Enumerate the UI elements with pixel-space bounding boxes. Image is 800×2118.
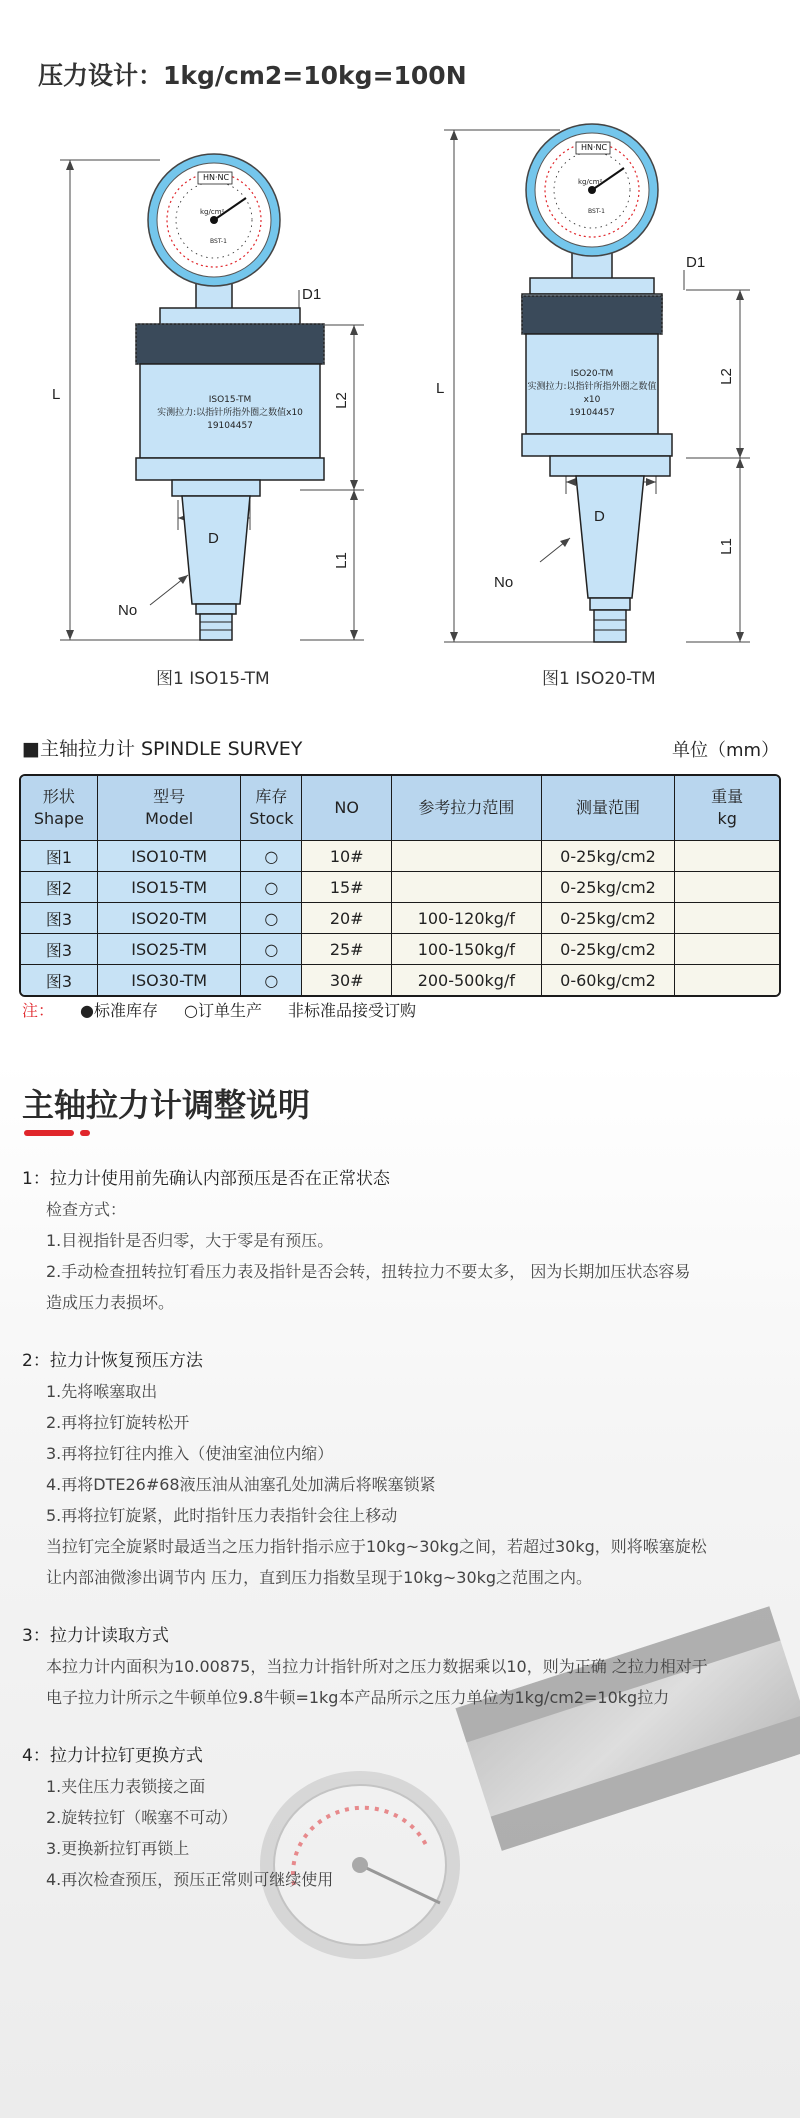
cell-range: 0-25kg/cm2 (542, 903, 676, 934)
section-line: 1.先将喉塞取出 (46, 1382, 158, 1401)
table-row (21, 965, 779, 995)
section-line: 3.更换新拉钉再锁上 (46, 1839, 190, 1858)
gauge-unit-label: kg/cm² (578, 178, 603, 186)
section-line: 电子拉力计所示之牛顿单位9.8牛顿=1kg本产品所示之压力单位为1kg/cm2=10kg拉力 (46, 1688, 670, 1707)
section-heading: 2：拉力计恢复预压方法 (22, 1351, 203, 1371)
cell-shape: 图3 (21, 903, 98, 934)
instruction-section-4 (22, 1741, 782, 1895)
note-nonstandard: 非标准品接受订购 (287, 1001, 416, 1020)
dim-L1: L1 (717, 538, 735, 555)
cell-ref: 200-500kg/f (392, 965, 542, 995)
figure-iso20-body-label (526, 368, 658, 420)
notes-label: 注： (22, 1001, 55, 1020)
note-standard: ●标准库存 (80, 1001, 158, 1020)
table-row (21, 934, 779, 965)
gauge-unit-label: kg/cm² (200, 208, 225, 216)
label-line: 19104457 (207, 421, 253, 431)
section-heading: 1：拉力计使用前先确认内部预压是否在正常状态 (22, 1169, 390, 1189)
cell-stock: ○ (241, 903, 302, 934)
instructions-title: 主轴拉力计调整说明 (22, 1086, 311, 1124)
cell-range: 0-60kg/cm2 (542, 965, 676, 995)
header-weight: 重量 kg (675, 776, 779, 841)
section-line: 本拉力计内面积为10.00875，当拉力计指针所对之压力数据乘以10，则为正确 之拉力相对于 (46, 1657, 708, 1676)
section-line: 3.再将拉钉往内推入（使油室油位内缩） (46, 1444, 334, 1463)
label-line: 实测拉力:以指针所指外圈之数值x10 (527, 382, 657, 405)
cell-model: ISO15-TM (98, 872, 242, 903)
cell-no: 15# (302, 872, 392, 903)
cell-weight (675, 872, 779, 903)
dim-D: D (208, 530, 219, 547)
header-no: NO (302, 776, 392, 841)
table-row (21, 841, 779, 872)
cell-ref (392, 872, 542, 903)
cell-ref (392, 841, 542, 872)
section-line: 让内部油微渗出调节内 压力，直到压力指数呈现于10kg~30kg之范围之内。 (46, 1568, 593, 1587)
survey-title: ■主轴拉力计 SPINDLE SURVEY (22, 738, 303, 760)
cell-weight (675, 934, 779, 965)
section-line: 1.目视指针是否归零，大于零是有预压。 (46, 1231, 334, 1250)
dim-L2: L2 (332, 392, 350, 409)
header-stock: 库存 Stock (241, 776, 302, 841)
dim-D1: D1 (686, 254, 706, 271)
section-line: 2.旋转拉钉（喉塞不可动） (46, 1808, 238, 1827)
section-line: 2.再将拉钉旋转松开 (46, 1413, 190, 1432)
dim-L1: L1 (332, 552, 350, 569)
cell-ref: 100-120kg/f (392, 903, 542, 934)
cell-shape: 图2 (21, 872, 98, 903)
cell-model: ISO10-TM (98, 841, 242, 872)
cell-no: 30# (302, 965, 392, 995)
section-line: 5.再将拉钉旋紧，此时指针压力表指针会往上移动 (46, 1506, 398, 1525)
header-ref-range: 参考拉力范围 (392, 776, 542, 841)
dim-L2: L2 (717, 368, 735, 385)
cell-ref: 100-150kg/f (392, 934, 542, 965)
cell-model: ISO30-TM (98, 965, 242, 995)
label-line: 19104457 (569, 408, 615, 418)
label-line: 实测拉力:以指针所指外圈之数值x10 (157, 408, 303, 418)
cell-weight (675, 903, 779, 934)
figure-iso20-caption: 图1 ISO20-TM (542, 669, 656, 689)
dim-D1: D1 (302, 286, 322, 303)
cell-shape: 图3 (21, 934, 98, 965)
instruction-section-2 (22, 1346, 782, 1593)
figure-iso15-body-label (140, 394, 320, 433)
figure-iso15-caption: 图1 ISO15-TM (156, 669, 270, 689)
table-row (21, 872, 779, 903)
stock-notes (22, 998, 442, 1021)
table-header-row (21, 776, 779, 841)
section-line: 4.再将DTE26#68液压油从油塞孔处加满后将喉塞锁紧 (46, 1475, 436, 1494)
section-line: 1.夹住压力表锁接之面 (46, 1777, 206, 1796)
cell-stock: ○ (241, 965, 302, 995)
survey-unit: 单位（mm） (672, 740, 780, 761)
cell-weight (675, 841, 779, 872)
section-line: 检查方式： (46, 1200, 127, 1219)
header-shape: 形状 Shape (21, 776, 98, 841)
instruction-section-1 (22, 1164, 782, 1318)
spindle-survey-table (19, 774, 781, 997)
cell-model: ISO20-TM (98, 903, 242, 934)
cell-shape: 图1 (21, 841, 98, 872)
cell-shape: 图3 (21, 965, 98, 995)
cell-no: 25# (302, 934, 392, 965)
section-line: 2.手动检查扭转拉钉看压力表及指针是否会转，扭转拉力不要太多， 因为长期加压状态容易 (46, 1262, 691, 1281)
dim-No: No (118, 602, 138, 619)
dim-L: L (436, 380, 445, 397)
dim-L: L (52, 386, 61, 403)
section-line: 当拉钉完全旋紧时最适当之压力指针指示应于10kg~30kg之间，若超过30kg，则将喉塞旋松 (46, 1537, 707, 1556)
label-line: ISO15-TM (208, 395, 252, 405)
instructions-body (22, 1164, 782, 1895)
dim-No: No (494, 574, 514, 591)
instruction-section-3 (22, 1621, 782, 1713)
pressure-design-title: 压力设计：1kg/cm2=10kg=100N (38, 61, 467, 90)
note-order: ○订单生产 (183, 1001, 262, 1020)
section-heading: 3：拉力计读取方式 (22, 1626, 169, 1646)
gauge-model-label: BST-1 (210, 238, 227, 245)
label-line: ISO20-TM (570, 369, 614, 379)
title-underline-dot (80, 1130, 90, 1136)
cell-model: ISO25-TM (98, 934, 242, 965)
gauge-model-label: BST-1 (588, 208, 605, 215)
cell-stock: ○ (241, 872, 302, 903)
cell-stock: ○ (241, 934, 302, 965)
gauge-brand-label: HN·NC (580, 143, 608, 152)
cell-range: 0-25kg/cm2 (542, 934, 676, 965)
cell-weight (675, 965, 779, 995)
cell-no: 10# (302, 841, 392, 872)
cell-range: 0-25kg/cm2 (542, 841, 676, 872)
gauge-brand-label: HN·NC (202, 173, 230, 182)
cell-no: 20# (302, 903, 392, 934)
cell-range: 0-25kg/cm2 (542, 872, 676, 903)
dim-D: D (594, 508, 605, 525)
section-heading: 4：拉力计拉钉更换方式 (22, 1746, 203, 1766)
header-model: 型号 Model (98, 776, 242, 841)
table-row (21, 903, 779, 934)
header-measure-range: 测量范围 (542, 776, 676, 841)
section-line: 造成压力表损坏。 (46, 1293, 175, 1312)
cell-stock: ○ (241, 841, 302, 872)
section-line: 4.再次检查预压，预压正常则可继续使用 (46, 1870, 334, 1889)
title-underline (24, 1130, 74, 1136)
